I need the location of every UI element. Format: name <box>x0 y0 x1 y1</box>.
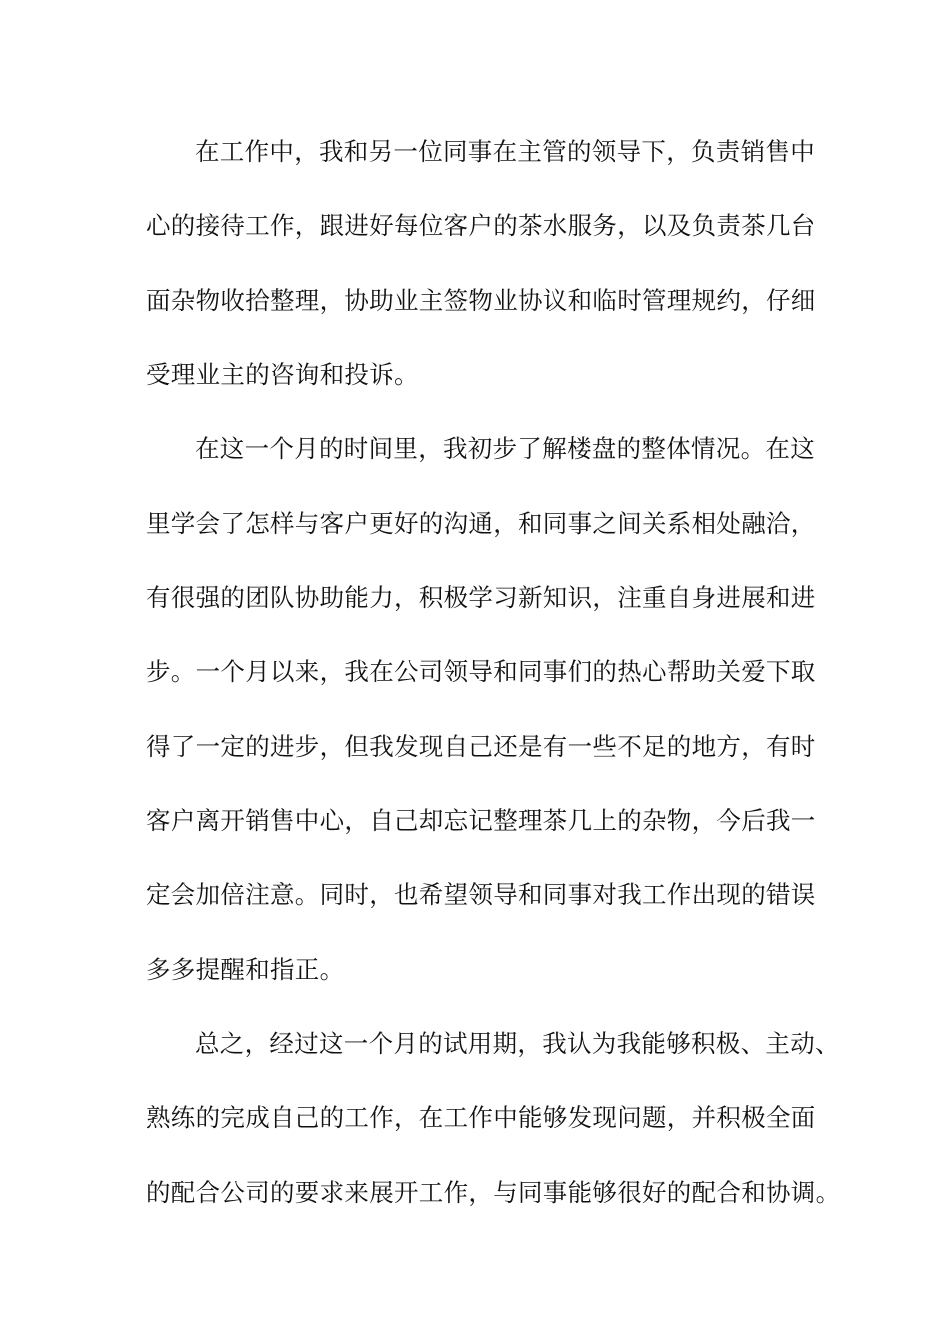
paragraph-3-line-3: 的配合公司的要求来展开工作，与同事能够很好的配合和协调。 <box>146 1178 841 1207</box>
paragraph-1-line-1: 在工作中，我和另一位同事在主管的领导下，负责销售中 <box>195 137 815 166</box>
paragraph-3-line-2: 熟练的完成自己的工作，在工作中能够发现问题，并积极全面 <box>146 1103 816 1132</box>
paragraph-1-line-3: 面杂物收拾整理，协助业主签物业协议和临时管理规约，仔细 <box>146 286 816 315</box>
paragraph-2-line-6: 客户离开销售中心，自己却忘记整理茶几上的杂物，今后我一 <box>146 806 816 835</box>
paragraph-3-line-1: 总之，经过这一个月的试用期，我认为我能够积极、主动、 <box>195 1029 840 1058</box>
paragraph-2-line-5: 得了一定的进步，但我发现自己还是有一些不足的地方，有时 <box>146 732 816 761</box>
paragraph-1-line-2: 心的接待工作，跟进好每位客户的茶水服务，以及负责茶几台 <box>146 211 816 240</box>
paragraph-2-line-7: 定会加倍注意。同时，也希望领导和同事对我工作出现的错误 <box>146 880 816 909</box>
paragraph-2-line-1: 在这一个月的时间里，我初步了解楼盘的整体情况。在这 <box>195 434 815 463</box>
paragraph-2-line-4: 步。一个月以来，我在公司领导和同事们的热心帮助关爱下取 <box>146 657 816 686</box>
paragraph-1-line-4: 受理业主的咨询和投诉。 <box>146 360 419 389</box>
paragraph-2-line-8: 多多提醒和指正。 <box>146 955 345 984</box>
paragraph-2-line-3: 有很强的团队协助能力，积极学习新知识，注重自身进展和进 <box>146 583 816 612</box>
paragraph-2-line-2: 里学会了怎样与客户更好的沟通，和同事之间关系相处融洽， <box>146 509 816 538</box>
